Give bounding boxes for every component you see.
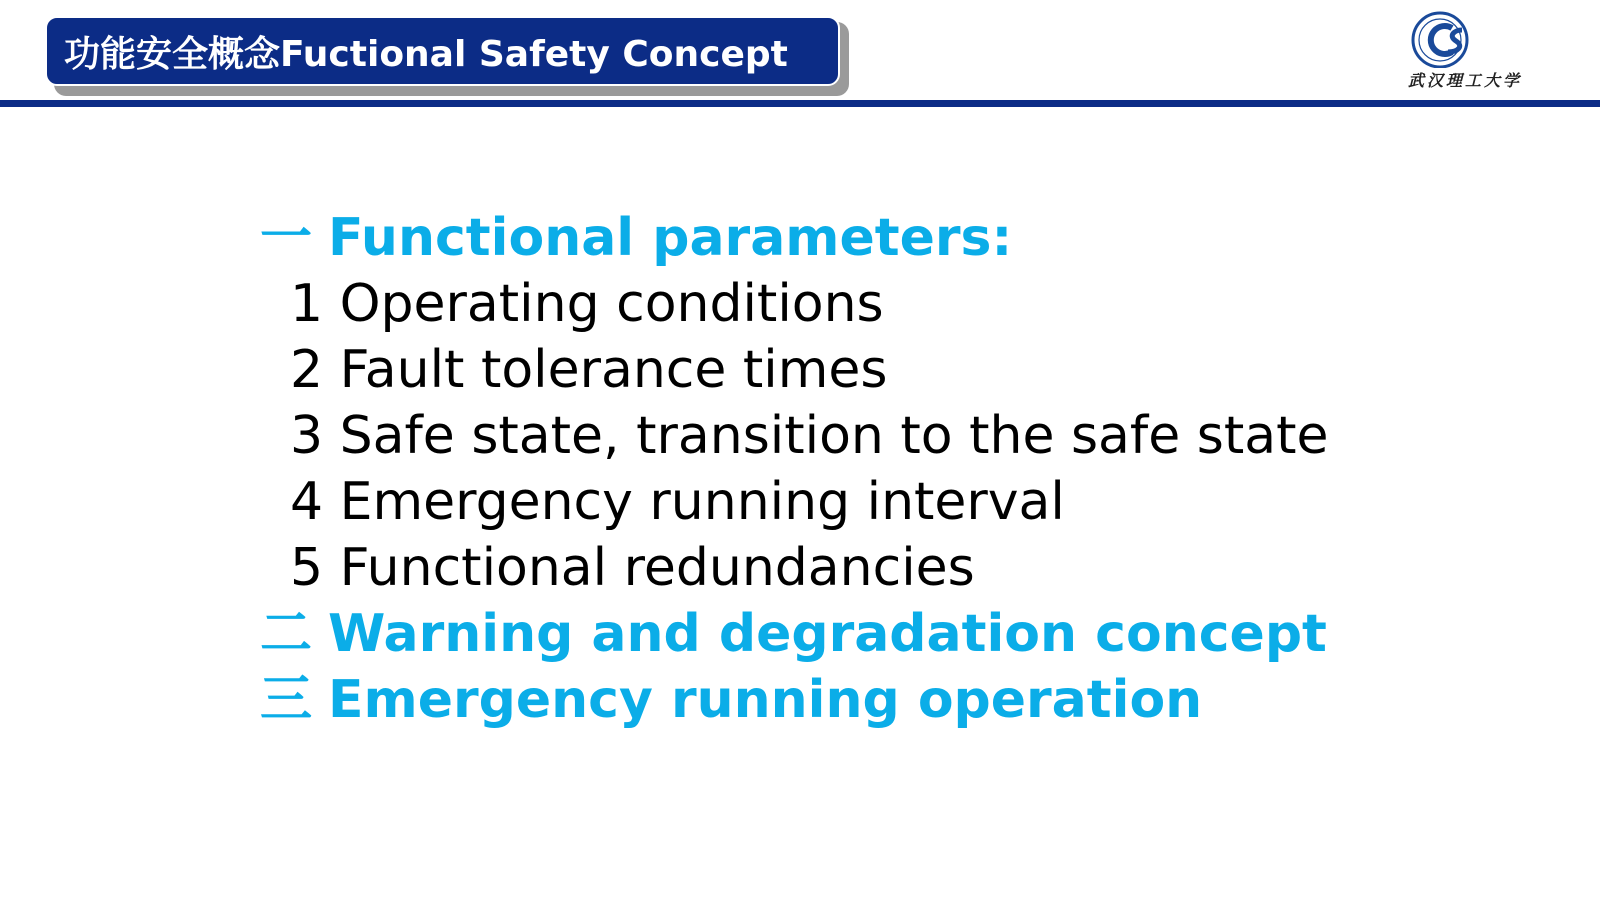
section-heading-3 (260, 667, 1360, 733)
section-label-3: Emergency running operation (328, 670, 1203, 730)
university-logo (1400, 8, 1530, 92)
list-item: 2 Fault tolerance times (290, 340, 888, 400)
slide-title: 功能安全概念Fuctional Safety Concept (64, 33, 788, 75)
section-heading-1 (260, 205, 1360, 271)
list-item: 5 Functional redundancies (290, 538, 975, 598)
section-heading-2 (260, 601, 1360, 667)
slide-content (260, 205, 1360, 733)
header-rule (0, 100, 1600, 107)
section-label-1: Functional parameters: (328, 208, 1013, 268)
section-marker-3: 三 (260, 670, 313, 730)
university-name: 武汉理工大学 (1407, 71, 1522, 90)
university-emblem-icon (1400, 8, 1530, 68)
list-item: 1 Operating conditions (290, 274, 884, 334)
section-marker-1: 一 (260, 208, 313, 268)
title-banner (45, 16, 840, 86)
section-marker-2: 二 (260, 604, 313, 664)
section-label-2: Warning and degradation concept (328, 604, 1327, 664)
list-item: 3 Safe state, transition to the safe state (290, 406, 1329, 466)
list-item: 4 Emergency running interval (290, 472, 1065, 532)
